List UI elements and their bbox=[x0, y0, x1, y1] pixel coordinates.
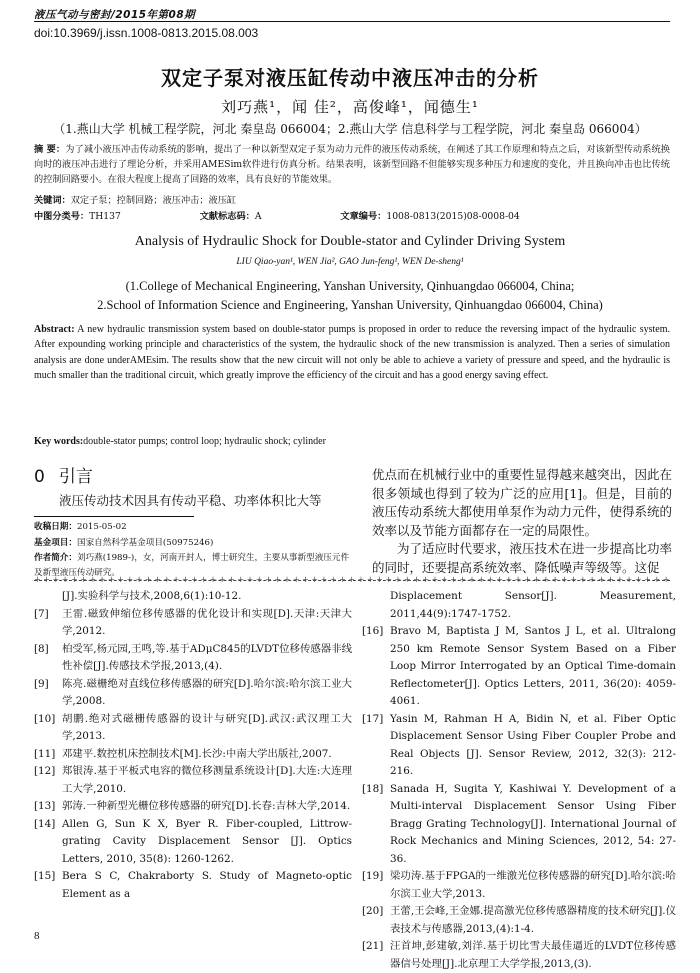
reference-item bbox=[362, 623, 676, 711]
reference-item bbox=[362, 938, 676, 973]
reference-number: [19] bbox=[362, 870, 384, 882]
reference-number: [15] bbox=[34, 870, 56, 882]
keywords-chinese bbox=[34, 192, 236, 206]
reference-number: [12] bbox=[34, 765, 56, 777]
doi[interactable]: doi:10.3969/j.issn.1008-0813.2015.08.003 bbox=[34, 26, 259, 40]
keywords-text-en: double-stator pumps; control loop; hydraulic shock; cylinder bbox=[83, 436, 326, 447]
reference-number: [10] bbox=[34, 712, 56, 725]
reference-item bbox=[34, 641, 352, 676]
reference-item bbox=[362, 781, 676, 869]
reference-item bbox=[34, 676, 352, 711]
reference-item bbox=[34, 606, 352, 641]
reference-item bbox=[362, 588, 676, 623]
reference-text: 汪首坤,彭建敏,刘洋.基于切比雪夫最佳逼近的LVDT位移传感器信号处理[J].北京理工大学学报,2013,(3). bbox=[390, 940, 676, 970]
article-number: 文章编号：1008-0813(2015)08-0008-04 bbox=[340, 211, 520, 222]
title-chinese: 双定子泵对液压缸传动中液压冲击的分析 bbox=[161, 66, 539, 90]
reference-item bbox=[34, 816, 352, 869]
abstract-text-cn: 为了减小液压冲击传动系统的影响，提出了一种以新型双定子泵为动力元件的液压传动系统，在阐述了其工作原理和特点之后，对该新型传动系统换向时的液压冲击进行了理论分析，并采用AMESim软件进行仿真分析。结果表明，该新型回路不但能够实现多种压力和速度的变化，并且换向冲击也比传统的控制回路要小。在很大程度上提高了回路的效率，具有良好的节能效果。 bbox=[34, 144, 670, 185]
reference-number: [21] bbox=[362, 940, 384, 952]
abstract-label-en: Abstract: bbox=[34, 324, 75, 335]
reference-text: 梁功涛.基于FPGA的一维激光位移传感器的研究[D].哈尔滨:哈尔滨工业大学,2013. bbox=[390, 870, 676, 900]
affiliation-chinese: （1.燕山大学 机械工程学院，河北 秦皇岛 066004；2.燕山大学 信息科学与工程学院，河北 秦皇岛 066004） bbox=[53, 122, 647, 136]
footnote-author: 作者简介：刘巧燕(1989-)，女，河南开封人，博士研究生，主要从事新型液压元件及新型液压传动研究。 bbox=[34, 553, 350, 578]
reference-text: Bravo M, Baptista J M, Santos J L, et al. Ultralong 250 km Remote Sensor System Based on a Fiber Loop Mirror Interrogated by an Optical Time-domain Reflectometer[J]. Optics Letters, 2011, 36(20): 4059-4061. bbox=[390, 625, 676, 707]
section-number: 0 bbox=[34, 467, 45, 487]
keywords-english bbox=[34, 436, 326, 447]
reference-text: 邓建平.数控机床控制技术[M].长沙:中南大学出版社,2007. bbox=[62, 747, 332, 760]
keywords-label-en: Key words: bbox=[34, 436, 84, 447]
reference-text: Bera S C, Chakraborty S. Study of Magneto-optic Element as a bbox=[62, 870, 352, 900]
reference-item bbox=[34, 588, 352, 606]
references-right bbox=[362, 588, 676, 973]
reference-text: 王蕾,王会峰,王金娜.提高激光位移传感器精度的技术研究[J].仪表技术与传感器,2013,(4):1-4. bbox=[390, 905, 676, 935]
reference-number: [9] bbox=[34, 677, 49, 690]
reference-item bbox=[34, 763, 352, 798]
affiliation-english-2: 2.School of Information Science and Engineering, Yanshan University, Qinhuangdao 066004, China) bbox=[97, 298, 603, 312]
reference-text: Yasin M, Rahman H A, Bidin N, et al. Fiber Optic Displacement Sensor Using Fiber Coupler Probe and Real Objects [J]. Sensor Review, 2012, 32(3): 212-216. bbox=[390, 712, 676, 777]
reference-number: [14] bbox=[34, 817, 56, 830]
reference-text: Sanada H, Sugita Y, Kashiwai Y. Development of a Multi-interval Displacement Sensor Using Fiber Bragg Grating Technology[J]. International Journal of Rock Mechanics and Mining Sciences, 2012, 54: 27-36. bbox=[390, 782, 676, 865]
authors-english: LIU Qiao-yan¹, WEN Jia², GAO Jun-feng¹, WEN De-sheng¹ bbox=[236, 257, 464, 267]
reference-number: [18] bbox=[362, 782, 384, 795]
reference-number: [8] bbox=[34, 642, 49, 655]
reference-text: Displacement Sensor[J]. Measurement, 2011,44(9):1747-1752. bbox=[390, 590, 676, 620]
section-title: 引言 bbox=[58, 467, 93, 487]
reference-number: [13] bbox=[34, 800, 56, 812]
left-column bbox=[34, 462, 350, 581]
references-left bbox=[34, 588, 352, 903]
footnote-received: 收稿日期：2015-05-02 bbox=[34, 522, 127, 532]
intro-paragraph-left: 液压传动技术因具有传动平稳、功率体积比大等 bbox=[59, 493, 322, 508]
doc-code: 文献标志码：A bbox=[199, 211, 262, 222]
page-number: 8 bbox=[34, 930, 40, 942]
reference-number: [16] bbox=[362, 625, 384, 637]
reference-text: [J].实验科学与技术,2008,6(1):10-12. bbox=[62, 590, 242, 602]
reference-text: 胡鹏.绝对式磁栅传感器的设计与研究[D].武汉:武汉理工大学,2013. bbox=[62, 712, 352, 742]
reference-text: 郭涛.一种新型光栅位移传感器的研究[D].长春:吉林大学,2014. bbox=[62, 800, 351, 812]
reference-number: [20] bbox=[362, 905, 384, 917]
abstract-label-cn: 摘 要： bbox=[34, 144, 66, 155]
keywords-text-cn: 双定子泵；控制回路；液压冲击；液压缸 bbox=[70, 195, 237, 206]
authors-chinese: 刘巧燕¹，闻 佳²，高俊峰¹，闻德生¹ bbox=[221, 98, 479, 116]
reference-item bbox=[362, 711, 676, 781]
title-english: Analysis of Hydraulic Shock for Double-stator and Cylinder Driving System bbox=[134, 234, 566, 249]
affiliation-english-1: (1.College of Mechanical Engineering, Yanshan University, Qinhuangdao 066004, China; bbox=[125, 279, 575, 293]
footnote-rule bbox=[34, 516, 194, 517]
abstract-text-en: A new hydraulic transmission system based on double-stator pumps is proposed in order to reduce the reversing impact of the hydraulic system. After expounding working principle and characteristics of the system, the hydraulic shock of the new transmission is analyzed. Then a series of simulation analysis are done underAMEsim. The results show that the new circuit will not only be able to achieve a variety of pressure and speed, and the hydraulic is much smaller than the traditional circuit, which greatly improve the efficiency of the circuit and has a good energy saving effect. bbox=[34, 324, 670, 382]
reference-number: [7] bbox=[34, 607, 49, 620]
classification-meta bbox=[34, 208, 674, 222]
keywords-label-cn: 关键词： bbox=[34, 195, 71, 206]
reference-item bbox=[34, 798, 352, 816]
reference-text: Allen G, Sun K X, Byer R. Fiber-coupled, Littrow-grating Cavity Displacement Sensor [J]. Optics Letters, 2010, 35(8): 1260-1262. bbox=[62, 817, 352, 865]
intro-paragraph-right-1: 优点而在机械行业中的重要性显得越来越突出，因此在很多领域也得到了较为广泛的应用[1]。但是，目前的液压传动系统大都使用单泵作为动力元件，使得系统的效率以及节能方面都存在一定的局限性。 bbox=[372, 467, 673, 538]
reference-item bbox=[34, 868, 352, 903]
abstract-chinese bbox=[34, 142, 670, 187]
intro-paragraph-right-2: 为了适应时代要求，液压技术在进一步提高比功率的同时，还要提高系统效率、降低噪声等级等。这促 bbox=[372, 541, 673, 575]
footnote-block bbox=[34, 519, 350, 581]
reference-number: [11] bbox=[34, 747, 56, 760]
section-heading bbox=[34, 462, 350, 487]
reference-number: [17] bbox=[362, 712, 384, 725]
reference-text: 王雷.磁致伸缩位移传感器的优化设计和实现[D].天津:天津大学,2012. bbox=[62, 607, 352, 637]
journal-header: 液压气动与密封/2015年第08期 bbox=[34, 9, 196, 21]
reference-item bbox=[34, 746, 352, 764]
header-rule bbox=[34, 21, 670, 22]
right-column bbox=[372, 466, 672, 577]
abstract-english bbox=[34, 322, 670, 384]
footnote-fund: 基金项目：国家自然科学基金项目(50975246) bbox=[34, 538, 214, 548]
reference-item bbox=[362, 868, 676, 903]
reference-text: 柏受军,杨元园,王鸣,等.基于ADμC845的LVDT位移传感器非线性补偿[J].传感技术学报,2013,(4). bbox=[62, 642, 352, 672]
reference-item bbox=[34, 711, 352, 746]
reference-text: 陈亮.磁栅绝对直线位移传感器的研究[D].哈尔滨:哈尔滨工业大学,2008. bbox=[62, 677, 352, 707]
reference-item bbox=[362, 903, 676, 938]
reference-text: 郑银涛.基于平板式电容的微位移测量系统设计[D].大连:大连理工大学,2010. bbox=[62, 765, 352, 795]
clc-number: 中图分类号：TH137 bbox=[34, 211, 121, 222]
